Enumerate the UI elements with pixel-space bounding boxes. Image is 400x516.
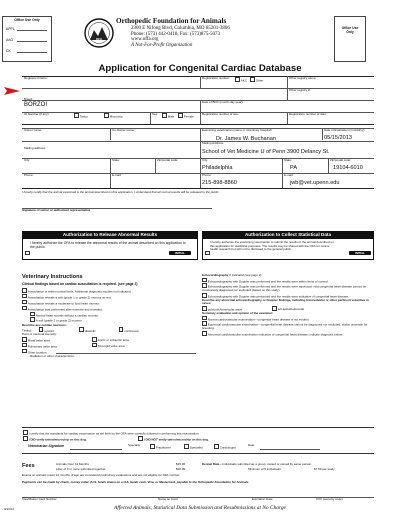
practitioner-checkbox[interactable]	[150, 444, 155, 449]
vet-item-label: Auscultation reveals a soft (grade 1 or grade 2) murmur at rest.	[27, 295, 112, 300]
kennel-rate-text: —Individuals submitted as a group; owned or owned by same person.	[219, 462, 313, 466]
female-checkbox[interactable]	[178, 113, 183, 118]
org-tagline: A Not-For-Profit Organization	[131, 42, 193, 48]
akc-checkbox[interactable]	[235, 77, 240, 82]
timing-label: Timing:	[22, 328, 32, 333]
akc-label: AKC	[240, 78, 247, 83]
vet-email-value[interactable]: jwb@vet.upenn.edu	[290, 180, 340, 186]
form-title: Application for Congenital Cardiac Database	[98, 63, 302, 74]
vet-city-value[interactable]: Philadelphia	[202, 165, 233, 171]
vet-item-label: Auscultation is within normal limits. Additional diagnostic studies not indicated.	[27, 289, 132, 294]
fee-amount1: $15.00	[176, 462, 186, 466]
dam-reg-label: Registration number of dam:	[289, 112, 327, 116]
owner-email-label: E-mail:	[112, 173, 122, 177]
cert-date-label: Date	[248, 443, 255, 447]
echo-item	[202, 283, 374, 292]
did-verify-checkbox[interactable]	[23, 436, 28, 441]
vet-sub-item-checkbox[interactable]	[30, 312, 35, 317]
kennel-rate-min: Minimum of 5 individuals	[248, 467, 281, 471]
did-verify-label: I DID verify tattoo/microchip on this dog.	[28, 437, 87, 442]
pulmonary-checkbox[interactable]	[22, 343, 27, 348]
signature-label: Signature of owner or authorized representative	[22, 208, 91, 212]
vet-zip-label: Zip/postal code:	[330, 158, 352, 162]
echo-item-checkbox[interactable]	[202, 293, 207, 298]
aortic-label: Aortic or subaortic area	[97, 338, 129, 343]
echo-item-checkbox[interactable]	[202, 278, 207, 283]
tricuspid-checkbox[interactable]	[92, 343, 97, 348]
logo-text: OFA	[95, 37, 103, 41]
ofa-logo	[84, 18, 114, 48]
other-checkbox[interactable]	[250, 77, 255, 82]
tricuspid-label: Tricuspid valve area	[97, 344, 125, 349]
org-web: www.offa.org	[131, 37, 159, 42]
other-location-label: Other location:	[27, 350, 48, 354]
vet-city-label: City:	[202, 158, 208, 162]
owner-phone-label: Phone:	[24, 173, 34, 177]
vet-item-checkbox[interactable]	[22, 300, 27, 305]
other-location-checkbox[interactable]	[22, 349, 27, 354]
vet-state-label: State:	[284, 158, 292, 162]
vet-zip-value[interactable]: 19104-6010	[333, 165, 363, 171]
breed-value[interactable]: BORZOI	[24, 102, 48, 108]
microchip-label: Microchip	[109, 114, 123, 119]
fee-line2: Litter of 3 or more submitted together	[56, 467, 106, 471]
describe-murmur-label: Describe any cardiac murmurs:	[22, 322, 67, 327]
fee-amount2: $30.00	[176, 467, 186, 471]
vet-sub-item-label: Normal heart sounds without a cardiac murmur.	[35, 312, 99, 317]
org-address: 2300 E Nifong Blvd, Columbia, MO 65201-3806	[131, 26, 230, 31]
radiation-label: Radiation or other characteristics:	[30, 353, 75, 358]
continuous-label: continuous	[124, 328, 139, 333]
cardiologist-checkbox[interactable]	[214, 444, 219, 449]
systolic-checkbox[interactable]	[39, 327, 44, 332]
exam-note: Exams on animals under 12 months of age are considered preliminary evaluations and are not eligible for OFA number.	[22, 473, 181, 477]
other-registry-no-label: Other registry #:	[289, 88, 311, 92]
microchip-checkbox[interactable]	[104, 113, 109, 118]
exam-date-label: Date of Evaluation (mm/dd/yy):	[324, 128, 366, 132]
card-cvv-label[interactable]: CVV (security code)	[316, 497, 343, 501]
mitral-checkbox[interactable]	[22, 337, 27, 342]
specialist-label: Specialist	[189, 445, 203, 450]
did-not-verify-checkbox[interactable]	[138, 436, 143, 441]
vet-phone-label: Phone:	[202, 173, 212, 177]
sire-reg-label: Registration number of sire:	[202, 112, 239, 116]
summary-title: Summary evaluation and opinion of the examiner:	[202, 310, 274, 315]
apical-checkbox[interactable]	[272, 306, 277, 311]
payment-note: Payments can be made by check, money order, (U.S. funds drawn on a U.S. bank) cash, Visa, or Mastercard, payable to the Orthopedic Foundation for Animals.	[22, 480, 249, 484]
auth-release-header: Authorization to Release Abnormal Results	[22, 231, 198, 238]
office-use-box-right	[334, 16, 366, 62]
examining-vet-label: Examining veterinarian (name or veterinary hospital):	[202, 128, 273, 132]
vet-state-value[interactable]: PA	[290, 165, 298, 171]
vet-instructions-subtitle: Clinical findings based on cardiac auscultation is required. (see page 2)	[22, 282, 138, 286]
certify-checkbox[interactable]	[23, 430, 28, 435]
other-registry-name-label: Other registry name:	[289, 76, 317, 80]
auth-stats-checkbox[interactable]	[205, 251, 210, 256]
auth-release-initial[interactable]: INITIAL	[169, 251, 191, 255]
certification-block	[22, 427, 374, 454]
breed-label: Breed:	[24, 97, 33, 101]
mitral-label: Mitral valve area	[27, 338, 50, 343]
pulmonary-label: Pulmonary valve area	[27, 344, 57, 349]
owner-state-label: State:	[112, 158, 120, 162]
echo-section	[202, 274, 374, 337]
examining-vet-value[interactable]: Dr. James W. Buchanan	[216, 136, 277, 142]
card-number-label[interactable]: Visa/Master Card Number	[22, 497, 57, 501]
pmi-label: Point of maximal intensity:	[22, 332, 57, 337]
vet-items	[22, 288, 198, 358]
card-exp-label[interactable]: Expiration Date	[252, 497, 273, 501]
auth-stats-text: I hereby authorize the examining veterinarian to submit the results of the animal described on this application for statistical purposes. The results may be shared with the OFA for canine health research but will not be disclosed to the general public.	[210, 240, 334, 252]
summary-item-label: Normal cardiovascular examination—congenital heart disease is not evident.	[207, 316, 310, 321]
auth-stats-header: Authorization to Collect Statistical Data	[202, 231, 374, 238]
echo-item-checkbox[interactable]	[202, 283, 207, 288]
echo-item-label: Echocardiography with Doppler was performed and the results were indicative of congenital heart disease.	[207, 294, 349, 299]
vet-signature-label: Veterinarian Signature	[28, 444, 65, 448]
tattoo-checkbox[interactable]	[74, 113, 79, 118]
cardiologist-label: Cardiologist	[219, 445, 236, 450]
kennel-rate-title: Kennel Rate	[202, 462, 220, 466]
pulmonic-checkbox[interactable]	[202, 306, 207, 311]
office-use-right-title: Office Use Only	[341, 26, 359, 34]
vet-item-checkbox[interactable]	[22, 294, 27, 299]
male-label: Male	[167, 114, 175, 119]
summary-item-label: Equivocal cardiovascular examination—congenital heart disease cannot be diagnosed nor excluded, status uncertain for breeding.	[202, 322, 368, 331]
did-not-verify-label: I DID NOT verify tattoo/microchip on this dog.	[143, 437, 209, 442]
pulmonic-label: pulmonic/ventricular wave	[207, 307, 243, 312]
diastolic-label: diastolic	[84, 328, 96, 333]
echo-title-note: If indicated (see page 2)	[229, 273, 262, 277]
summary-item	[202, 331, 374, 337]
practitioner-label: Practitioner	[155, 445, 171, 450]
owner-zip-label: Zip/postal code:	[157, 158, 179, 162]
red-arrow-icon	[4, 84, 20, 102]
owner-name-label: Owner name:	[24, 128, 43, 132]
vet-item-checkbox[interactable]	[22, 288, 27, 293]
female-label: Female	[183, 114, 194, 119]
vet-item-label: Auscultation was performed after exercise and revealed:	[27, 306, 103, 311]
other-label: Other	[255, 78, 264, 83]
office-use-title: Office Use Only	[14, 18, 40, 22]
owner-city-label: City:	[24, 158, 30, 162]
vet-sub-item-label: A soft (grade 1 or grade 2) murmur.	[35, 318, 83, 323]
echo-item-label: Echocardiography with Doppler was performed and the results were equivocal: mild congenital heart disease cannot be conclusively diagnosed nor excluded (based on this study).	[202, 284, 367, 293]
kennel-rate-fee: $7.50 per study	[314, 467, 335, 471]
id-number-label: ID Number (if any):	[24, 112, 50, 116]
vet-sub-item-checkbox[interactable]	[30, 317, 35, 322]
fee-line1: Animals Over 12 Months	[56, 462, 89, 466]
card-name-label[interactable]: Name on Card	[158, 497, 178, 501]
org-name: Orthopedic Foundation for Animals	[116, 17, 227, 25]
owner-mailing-label: Mailing address:	[24, 146, 46, 150]
vet-instructions-title: Veterinary Instructions	[22, 274, 83, 280]
auth-release-checkbox[interactable]	[25, 251, 30, 256]
vet-phone-value[interactable]: 215-898-8860	[202, 180, 237, 186]
exam-date-value[interactable]: 05/15/2013	[324, 135, 352, 141]
vet-item-checkbox[interactable]	[22, 306, 27, 311]
vet-mailing-label: Mailing Address:	[202, 141, 225, 145]
certify-text-vet: I certify that the standards for cardiac examination as set forth by the OFA were carefully followed in performing this examination.	[28, 431, 200, 436]
summary-item-label: Abnormal cardiovascular examination indicative of congenital heart disease; indicate diagnosis below:	[207, 332, 343, 337]
auth-stats-initial[interactable]: INITIAL	[349, 251, 371, 255]
certify-text: I hereby certify that the animal examined is the animal described on this application. I understand that all normal results will be released to the public	[22, 190, 219, 194]
vet-mailing-value[interactable]: School of Vet Medicine U of Penn 3900 Delancy St.	[202, 149, 330, 155]
summary-item	[202, 321, 374, 330]
summary-item-checkbox[interactable]	[202, 316, 207, 321]
office-field-aao: AAO	[6, 38, 14, 42]
auth-stats-box	[202, 238, 374, 260]
aortic-checkbox[interactable]	[92, 337, 97, 342]
dob-label: Date of Birth (month-day-year):	[202, 100, 244, 104]
auth-release-box	[22, 238, 198, 260]
systolic-label: systolic	[44, 328, 55, 333]
summary-item-checkbox[interactable]	[202, 321, 207, 326]
vet-email-label: E-mail:	[284, 173, 294, 177]
specialty-label: Specialty:	[128, 443, 142, 447]
footer-text: Affected Animals, Statistical Data Submission and Resubmissions at No Charge	[114, 505, 286, 511]
auth-release-text: I hereby authorize the OFA to release the abnormal results of the animal described on this application to the public.	[30, 241, 186, 249]
footer-code: 4/13/12	[4, 507, 15, 511]
apical-label: left apical/subcostal	[277, 307, 304, 312]
office-use-box	[2, 16, 52, 62]
registration-number-label: Registration number:	[202, 76, 230, 80]
co-owner-name-label: Co-Owner name:	[112, 128, 135, 132]
male-checkbox[interactable]	[162, 113, 167, 118]
echo-title: Echocardiography	[202, 273, 229, 277]
office-field-appl: APPL	[6, 27, 15, 31]
office-field-ck: CK	[6, 49, 11, 53]
sex-label: Sex:	[152, 112, 159, 116]
tattoo-label: Tattoo	[79, 114, 88, 119]
continuous-checkbox[interactable]	[119, 327, 124, 332]
specialist-checkbox[interactable]	[184, 444, 189, 449]
fees-title: Fees	[22, 463, 35, 469]
echo-item-label: Echocardiography with Doppler was performed and the results were within limits of normal.	[207, 278, 329, 283]
diastolic-checkbox[interactable]	[79, 327, 84, 332]
echo-describe: Describe any abnormal echocardiography or Doppler findings, including transvalvular or other pertinent velocities in m/sec.	[202, 297, 369, 306]
org-phone: Phone: (573) 442-0418, Fax: (573)875-5073	[131, 31, 221, 37]
registered-name-label: Registered name:	[24, 76, 48, 80]
vet-item-label: Auscultation reveals a moderate to loud heart murmur.	[27, 301, 100, 306]
summary-item-checkbox[interactable]	[202, 331, 207, 336]
